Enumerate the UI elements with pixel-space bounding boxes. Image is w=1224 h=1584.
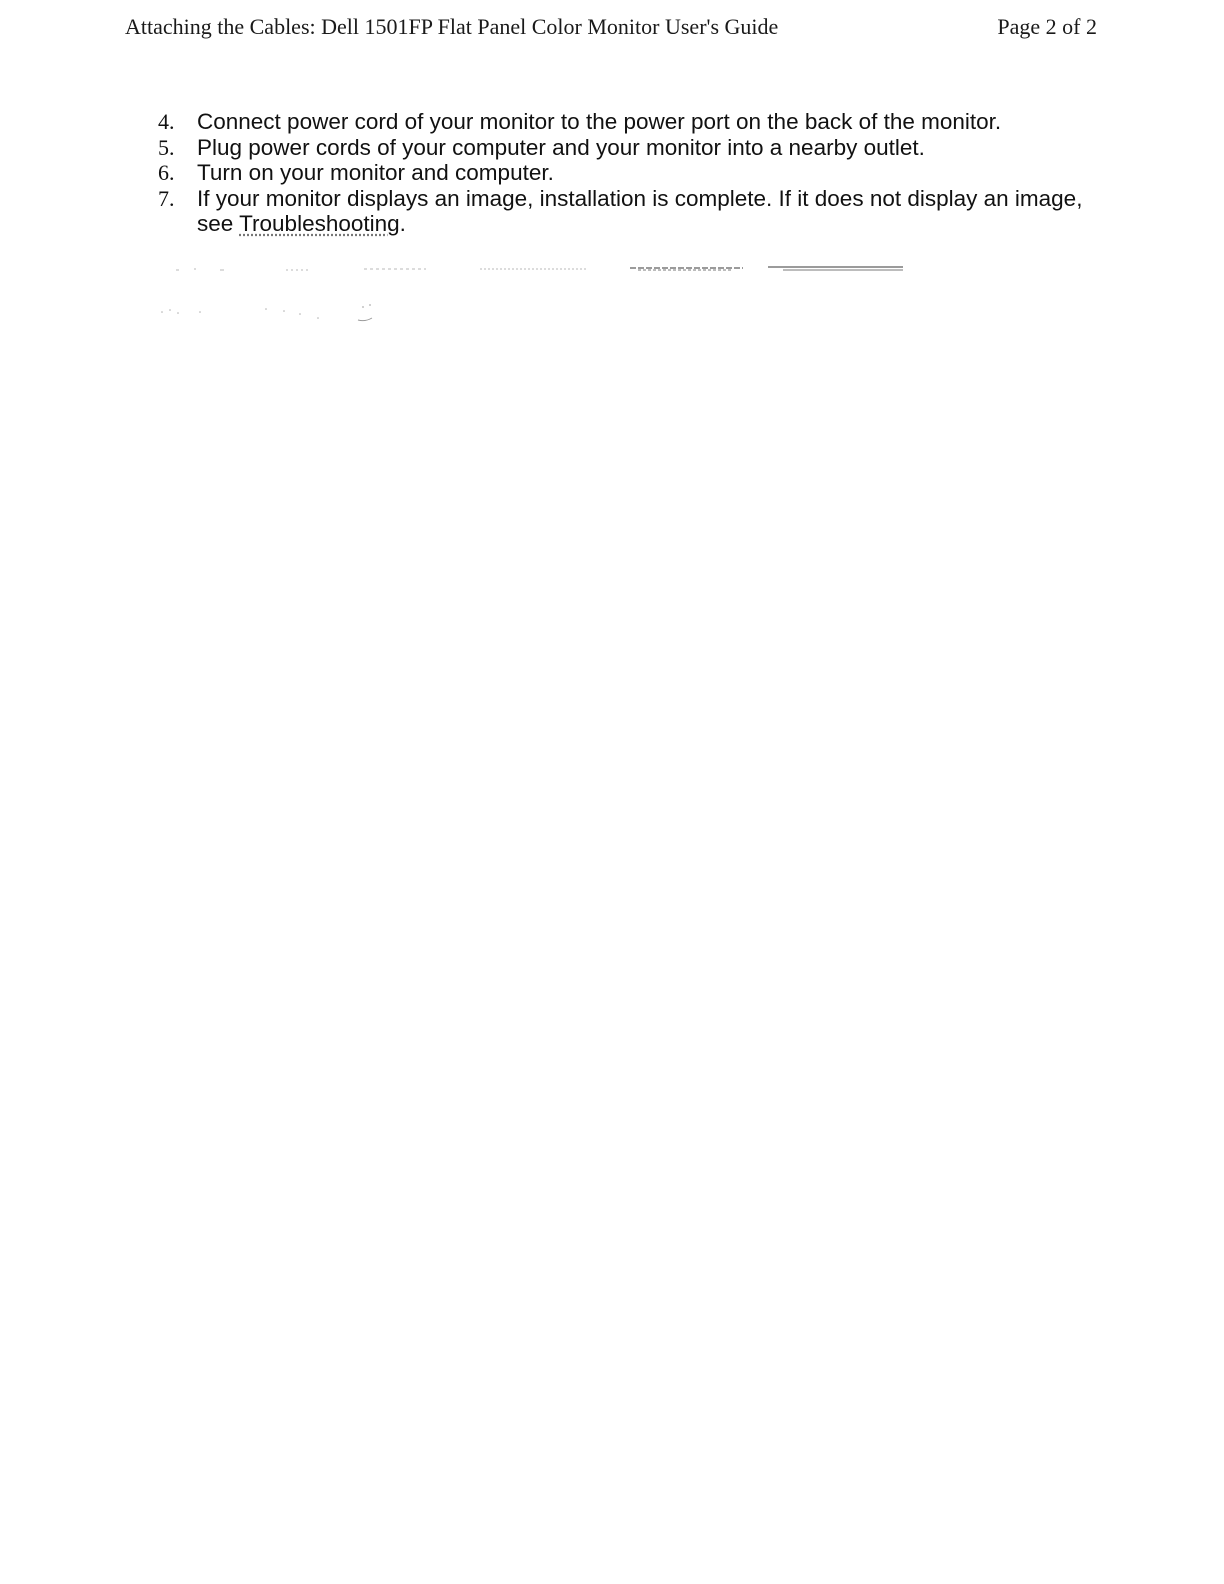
troubleshooting-link[interactable]: Troubleshooting <box>239 211 400 236</box>
list-item <box>158 109 1098 135</box>
step-text-suffix: . <box>399 211 406 236</box>
step-number: 4. <box>158 109 175 134</box>
page-title: Attaching the Cables: Dell 1501FP Flat Panel Color Monitor User's Guide <box>125 14 779 39</box>
list-item <box>158 186 1098 237</box>
installation-steps-list <box>158 109 1098 237</box>
step-text: Connect power cord of your monitor to the power port on the back of the monitor. <box>197 109 1002 134</box>
step-text: If your monitor displays an image, installation is complete. If it does not display an image, see <box>197 185 1083 236</box>
scan-noise-artifact <box>158 262 903 322</box>
step-number: 5. <box>158 134 175 160</box>
page-indicator: Page 2 of 2 <box>997 14 1097 39</box>
step-number: 6. <box>158 160 175 185</box>
list-item <box>158 135 1098 161</box>
step-number: 7. <box>158 185 175 211</box>
step-text: Plug power cords of your computer and your monitor into a nearby outlet. <box>197 134 925 160</box>
list-item <box>158 160 1098 186</box>
page-header <box>125 10 1097 44</box>
step-text: Turn on your monitor and computer. <box>197 160 554 185</box>
